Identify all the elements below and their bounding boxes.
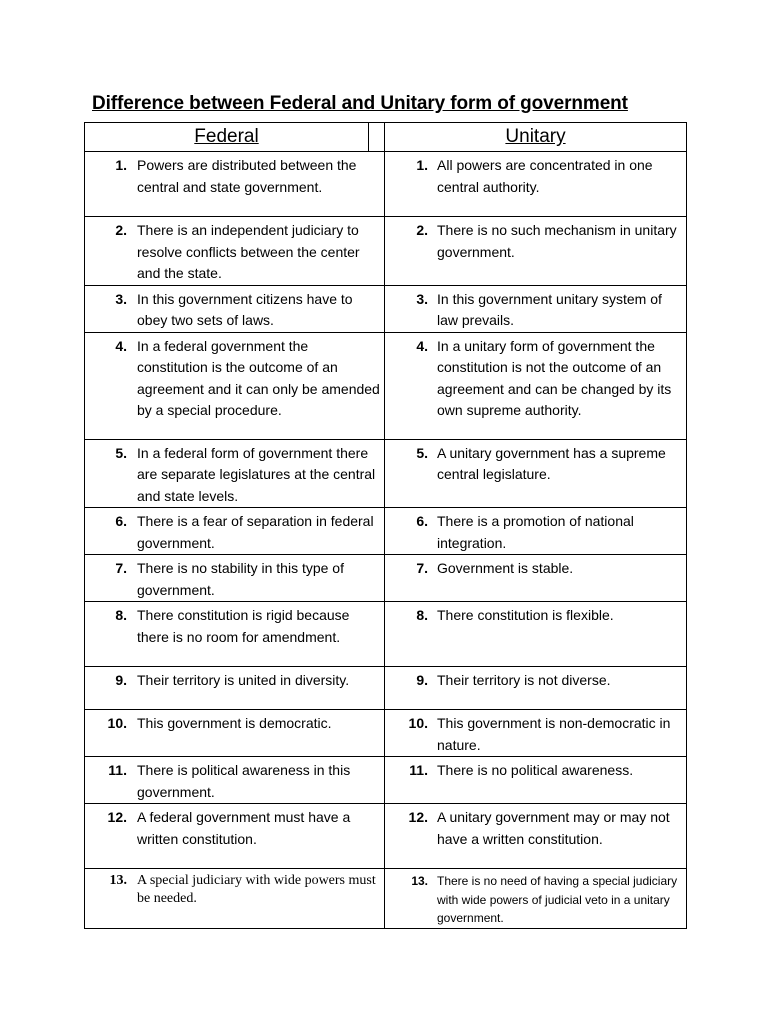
federal-item-number: 6. xyxy=(115,513,127,529)
list-item xyxy=(385,602,686,627)
comparison-table xyxy=(84,122,687,929)
federal-item-number: 1. xyxy=(115,157,127,173)
federal-item-number: 13. xyxy=(109,873,127,888)
unitary-cell xyxy=(385,217,687,286)
unitary-item-text: There is no political awareness. xyxy=(437,762,634,778)
unitary-item-text: There is no such mechanism in unitary government. xyxy=(437,222,677,260)
table-row xyxy=(85,332,687,439)
list-item xyxy=(385,152,686,198)
unitary-cell xyxy=(385,508,687,555)
unitary-item-number: 1. xyxy=(416,157,428,173)
federal-item-text: There constitution is rigid because there is no room for amendment. xyxy=(137,607,350,645)
list-item xyxy=(85,152,384,198)
table-row xyxy=(85,508,687,555)
federal-item-number: 4. xyxy=(115,337,127,354)
unitary-cell xyxy=(385,710,687,757)
unitary-cell xyxy=(385,152,687,217)
unitary-item-text: Their territory is not diverse. xyxy=(437,672,611,688)
unitary-item-number: 3. xyxy=(416,290,428,307)
unitary-item-text: In a unitary form of government the constitution is not the outcome of an agreement and can be changed by its own supreme authority. xyxy=(437,337,672,418)
table-row xyxy=(85,804,687,869)
table-row xyxy=(85,710,687,757)
table-header-row xyxy=(85,123,687,152)
federal-item-text: In a federal form of government there are separate legislatures at the central and state levels. xyxy=(137,444,376,504)
unitary-item-number: 2. xyxy=(416,222,428,238)
federal-item-number: 3. xyxy=(115,290,127,307)
federal-cell xyxy=(85,439,385,508)
list-item xyxy=(85,217,384,285)
federal-item-text: Their territory is united in diversity. xyxy=(137,672,350,688)
list-item xyxy=(85,440,384,508)
unitary-header-label: Unitary xyxy=(505,126,566,148)
federal-item-text: There is no stability in this type of government. xyxy=(137,560,344,598)
federal-item-number: 7. xyxy=(115,560,127,576)
unitary-item-text: This government is non-democratic in nature. xyxy=(437,715,671,753)
federal-item-text: There is a fear of separation in federal government. xyxy=(137,513,374,551)
unitary-item-text: A unitary government may or may not have a written constitution. xyxy=(437,809,670,847)
federal-item-text: There is an independent judiciary to resolve conflicts between the center and the state. xyxy=(137,222,360,281)
federal-cell xyxy=(85,152,385,217)
unitary-item-text: In this government unitary system of law prevails. xyxy=(437,290,662,328)
federal-item-number: 5. xyxy=(115,444,127,461)
unitary-item-number: 10. xyxy=(408,715,428,731)
table-row xyxy=(85,217,687,286)
federal-cell xyxy=(85,508,385,555)
list-item xyxy=(85,757,384,803)
federal-cell xyxy=(85,869,385,929)
federal-cell xyxy=(85,332,385,439)
page-title: Difference between Federal and Unitary form of government xyxy=(92,93,628,114)
federal-cell xyxy=(85,285,385,332)
unitary-item-number: 9. xyxy=(416,672,428,688)
unitary-item-text: A unitary government has a supreme central legislature. xyxy=(437,444,666,482)
unitary-cell xyxy=(385,602,687,667)
unitary-item-number: 5. xyxy=(416,444,428,461)
list-item xyxy=(385,286,686,332)
list-item xyxy=(385,555,686,580)
unitary-item-text: There is a promotion of national integration. xyxy=(437,513,634,551)
federal-item-text: In this government citizens have to obey two sets of laws. xyxy=(137,290,353,328)
list-item xyxy=(385,710,686,756)
list-item xyxy=(85,286,384,332)
unitary-column-header xyxy=(385,123,687,152)
list-item xyxy=(385,869,686,928)
table-row xyxy=(85,285,687,332)
table-row xyxy=(85,555,687,602)
federal-header-label: Federal xyxy=(194,126,259,148)
federal-item-number: 11. xyxy=(108,762,127,778)
federal-item-text: In a federal government the constitution is the outcome of an agreement and it can only be amended by a special procedure. xyxy=(137,337,380,418)
federal-item-text: This government is democratic. xyxy=(137,715,332,731)
federal-item-number: 10. xyxy=(107,715,127,731)
unitary-item-number: 13. xyxy=(411,874,428,888)
list-item xyxy=(85,508,384,554)
list-item xyxy=(385,757,686,782)
federal-column-header xyxy=(85,123,369,152)
federal-cell xyxy=(85,217,385,286)
unitary-cell xyxy=(385,667,687,710)
federal-item-number: 12. xyxy=(107,809,127,825)
table-row xyxy=(85,757,687,804)
unitary-item-text: There constitution is flexible. xyxy=(437,607,614,623)
federal-item-number: 8. xyxy=(115,607,127,623)
federal-cell xyxy=(85,602,385,667)
table-row xyxy=(85,439,687,508)
federal-item-text: Powers are distributed between the central and state government. xyxy=(137,157,357,195)
federal-item-text: A special judiciary with wide powers must be needed. xyxy=(137,873,376,906)
federal-item-number: 9. xyxy=(115,672,127,688)
federal-item-text: There is political awareness in this government. xyxy=(137,762,351,800)
table-row xyxy=(85,602,687,667)
unitary-item-number: 6. xyxy=(416,513,428,529)
unitary-cell xyxy=(385,285,687,332)
list-item xyxy=(85,710,384,735)
federal-cell xyxy=(85,804,385,869)
unitary-cell xyxy=(385,869,687,929)
list-item xyxy=(385,333,686,422)
unitary-cell xyxy=(385,439,687,508)
federal-cell xyxy=(85,757,385,804)
list-item xyxy=(85,869,384,908)
unitary-item-text: There is no need of having a special judiciary with wide powers of judicial veto in a unitary government. xyxy=(437,874,678,925)
unitary-item-number: 11. xyxy=(409,762,428,778)
table-row xyxy=(85,152,687,217)
list-item xyxy=(385,217,686,263)
unitary-item-text: All powers are concentrated in one central authority. xyxy=(437,157,653,195)
list-item xyxy=(85,667,384,692)
unitary-cell xyxy=(385,555,687,602)
unitary-cell xyxy=(385,332,687,439)
header-spacer-cell xyxy=(369,123,385,152)
table-row xyxy=(85,667,687,710)
unitary-item-number: 7. xyxy=(416,560,428,576)
unitary-item-number: 12. xyxy=(408,809,428,825)
list-item xyxy=(385,508,686,554)
unitary-item-number: 8. xyxy=(416,607,428,623)
table-row xyxy=(85,869,687,929)
federal-item-number: 2. xyxy=(115,222,127,238)
unitary-cell xyxy=(385,757,687,804)
list-item xyxy=(385,440,686,486)
list-item xyxy=(85,804,384,850)
list-item xyxy=(385,804,686,850)
list-item xyxy=(85,333,384,422)
federal-item-text: A federal government must have a written constitution. xyxy=(137,809,351,847)
unitary-item-number: 4. xyxy=(416,337,428,354)
list-item xyxy=(85,602,384,648)
list-item xyxy=(85,555,384,601)
unitary-item-text: Government is stable. xyxy=(437,560,574,576)
federal-cell xyxy=(85,667,385,710)
list-item xyxy=(385,667,686,692)
federal-cell xyxy=(85,555,385,602)
federal-cell xyxy=(85,710,385,757)
unitary-cell xyxy=(385,804,687,869)
